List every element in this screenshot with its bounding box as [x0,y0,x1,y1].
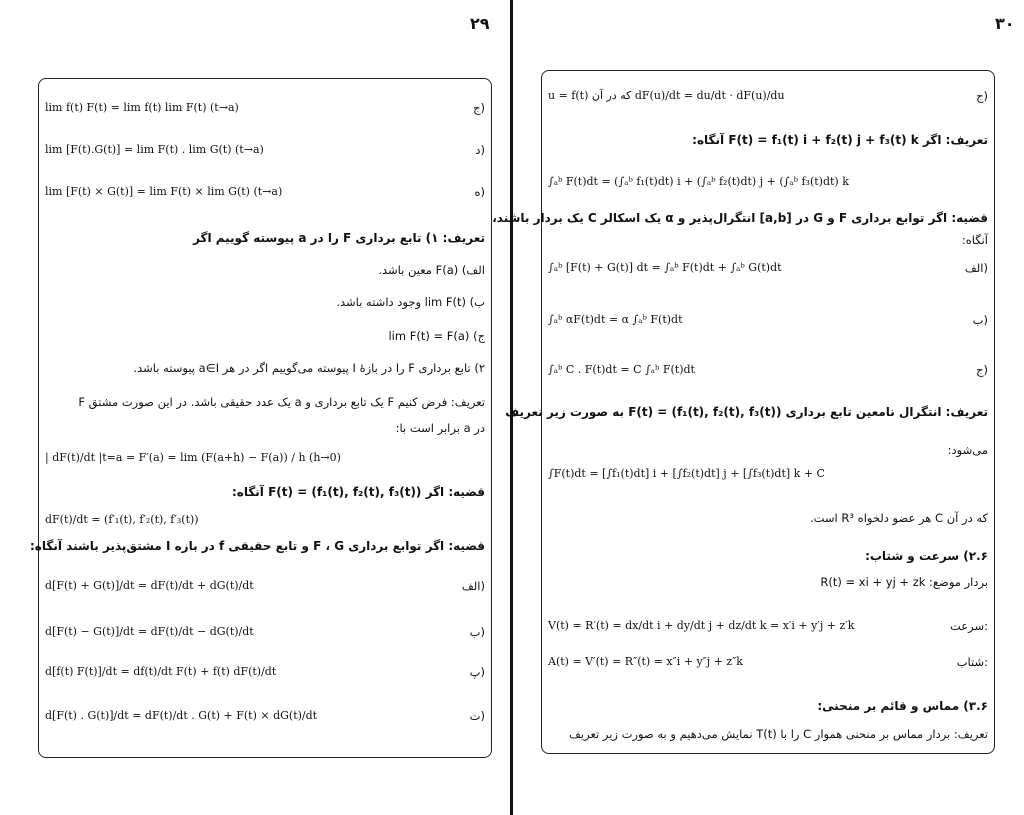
derivative-formula [45,451,485,465]
component-derivative [45,513,485,527]
condition-c [45,329,485,343]
integral-rule-c [548,363,988,377]
item-label: ب) [469,625,485,639]
section-heading: ۲.۶) سرعت و شتاب: [865,549,988,563]
formula: V(t) = R′(t) = dx/dt i + dy/dt j + dz/dt k = x′i + y′j + z′k [548,619,855,633]
rule-difference [45,625,485,639]
integral-definition [548,133,988,148]
formula: ∫ₐᵇ C . F(t)dt = C ∫ₐᵇ F(t)dt [548,363,695,377]
paragraph: ۲) تابع برداری F را در بازهٔ I پیوسته می‌گوییم اگر در هر a∈I پیوسته باشد. [133,361,485,375]
indefinite-integral-formula [548,467,988,481]
rule-sum [45,579,485,593]
limit-rule-d [45,143,485,157]
position-vector [548,575,988,589]
content-frame [30,78,492,758]
formula: A(t) = V′(t) = R″(t) = x″i + y″j + z″k [548,655,743,669]
condition-b [45,295,485,309]
limit-rule-h [45,185,485,199]
paragraph: تعریف: بردار مماس بر منحنی هموار C را با T(t) نمایش می‌دهیم و به صورت زیر تعریف [569,727,988,741]
item-label: سرعت: [949,619,988,633]
acceleration-formula [548,655,988,669]
formula: d[F(t) . G(t)]/dt = dF(t)/dt . G(t) + F(t) × dG(t)/dt [45,709,318,723]
item-label: الف) [964,261,988,275]
integral-theorem [492,211,988,226]
theorem-components [45,485,485,500]
paragraph: بردار موضع: R(t) = xi + yj + zk [820,575,988,589]
paragraph: ج) lim F(t) = F(a) [388,329,485,343]
formula: lim f(t) F(t) = lim f(t) lim F(t) (t→a) [45,101,239,115]
section-tangent-heading [548,699,988,714]
item-label: ج) [473,101,485,115]
left-page [0,0,511,815]
item-label: شتاب: [956,655,988,669]
item-label: ج) [976,89,988,103]
integral-rule-b [548,313,988,327]
definition-continuity [45,231,485,246]
page-number: ۲۹ [470,14,490,33]
item-label: ج) [976,363,988,377]
condition-a [45,263,485,277]
paragraph: قضیه: اگر F(t) = (f₁(t), f₂(t), f₃(t)) آنگاه: [231,485,485,499]
formula: u = f(t) که در آن dF(u)/dt = du/dt · dF(u)/du [548,89,785,103]
formula: | dF(t)/dt |t=a = F′(a) = lim (F(a+h) − F(a)) / h (h→0) [45,451,341,464]
paragraph: که در آن C هر عضو دلخواه R³ است. [809,511,988,525]
item-label: ب) [972,313,988,327]
formula: ∫ₐᵇ F(t)dt = (∫ₐᵇ f₁(t)dt) i + (∫ₐᵇ f₂(t)dt) j + (∫ₐᵇ f₃(t)dt) k [548,175,849,188]
rule-scalar-product [45,665,485,679]
paragraph: تعریف: انتگرال نامعین تابع برداری F(t) = (f₁(t), f₂(t), f₃(t)) به صورت زیر تعریف [505,405,988,419]
item-label: ه) [474,185,485,199]
item-label: ت) [469,709,485,723]
indefinite-integral-definition [505,405,988,420]
formula: d[F(t) − G(t)]/dt = dF(t)/dt − dG(t)/dt [45,625,254,639]
section-heading: ۳.۶) مماس و قائم بر منحنی: [817,699,988,713]
item-label: پ) [469,665,485,679]
paragraph: تعریف: فرض کنیم F یک تابع برداری و a یک عدد حقیقی باشد. در این صورت مشتق F [78,395,485,409]
item-label: الف) [461,579,485,593]
tangent-definition [548,727,988,741]
formula: dF(t)/dt = (f′₁(t), f′₂(t), f′₃(t)) [45,513,199,526]
page-number: ۳۰ [995,14,1015,33]
formula: d[F(t) + G(t)]/dt = dF(t)/dt + dG(t)/dt [45,579,254,593]
item-label: د) [475,143,485,157]
theorem-rules [30,539,485,554]
integral-theorem-cont [548,233,988,247]
derivative-definition [45,395,485,409]
definite-integral-formula [548,175,988,189]
chain-rule [548,89,988,103]
velocity-formula [548,619,988,633]
paragraph: در a برابر است با: [395,421,485,435]
limit-rule-c [45,101,485,115]
derivative-definition-cont [45,421,485,435]
integral-rule-a [548,261,988,275]
formula: lim [F(t).G(t)] = lim F(t) . lim G(t) (t→a) [45,143,264,157]
formula: ∫F(t)dt = [∫f₁(t)dt] i + [∫f₂(t)dt] j + [∫f₃(t)dt] k + C [548,467,825,480]
paragraph: آنگاه: [961,233,988,247]
paragraph: می‌شود: [947,443,988,457]
right-page [492,0,1024,815]
continuity-interval [45,361,485,375]
indefinite-integral-cont [548,443,988,457]
formula: ∫ₐᵇ αF(t)dt = α ∫ₐᵇ F(t)dt [548,313,683,327]
formula: ∫ₐᵇ [F(t) + G(t)] dt = ∫ₐᵇ F(t)dt + ∫ₐᵇ G(t)dt [548,261,782,275]
constant-note [548,511,988,525]
rule-dot-product [45,709,485,723]
paragraph: الف) F(a) معین باشد. [378,263,485,277]
content-frame [492,70,995,754]
formula: lim [F(t) × G(t)] = lim F(t) × lim G(t) (t→a) [45,185,283,199]
paragraph: قضیه: اگر توابع برداری F و G در [a,b] انتگرال‌پذیر و α یک اسکالر C یک بردار باشند، [492,211,988,225]
paragraph: تعریف: اگر F(t) = f₁(t) i + f₂(t) j + f₃(t) k آنگاه: [692,133,988,147]
paragraph: ب) lim F(t) وجود داشته باشد. [336,295,485,309]
paragraph: قضیه: اگر توابع برداری F ، G و تابع حقیقی f در بازه I مشتق‌پذیر باشند آنگاه: [30,539,485,553]
formula: d[f(t) F(t)]/dt = df(t)/dt F(t) + f(t) dF(t)/dt [45,665,277,679]
paragraph: تعریف: ۱) تابع برداری F را در a پیوسته گوییم اگر [193,231,485,245]
section-velocity-heading [548,549,988,564]
